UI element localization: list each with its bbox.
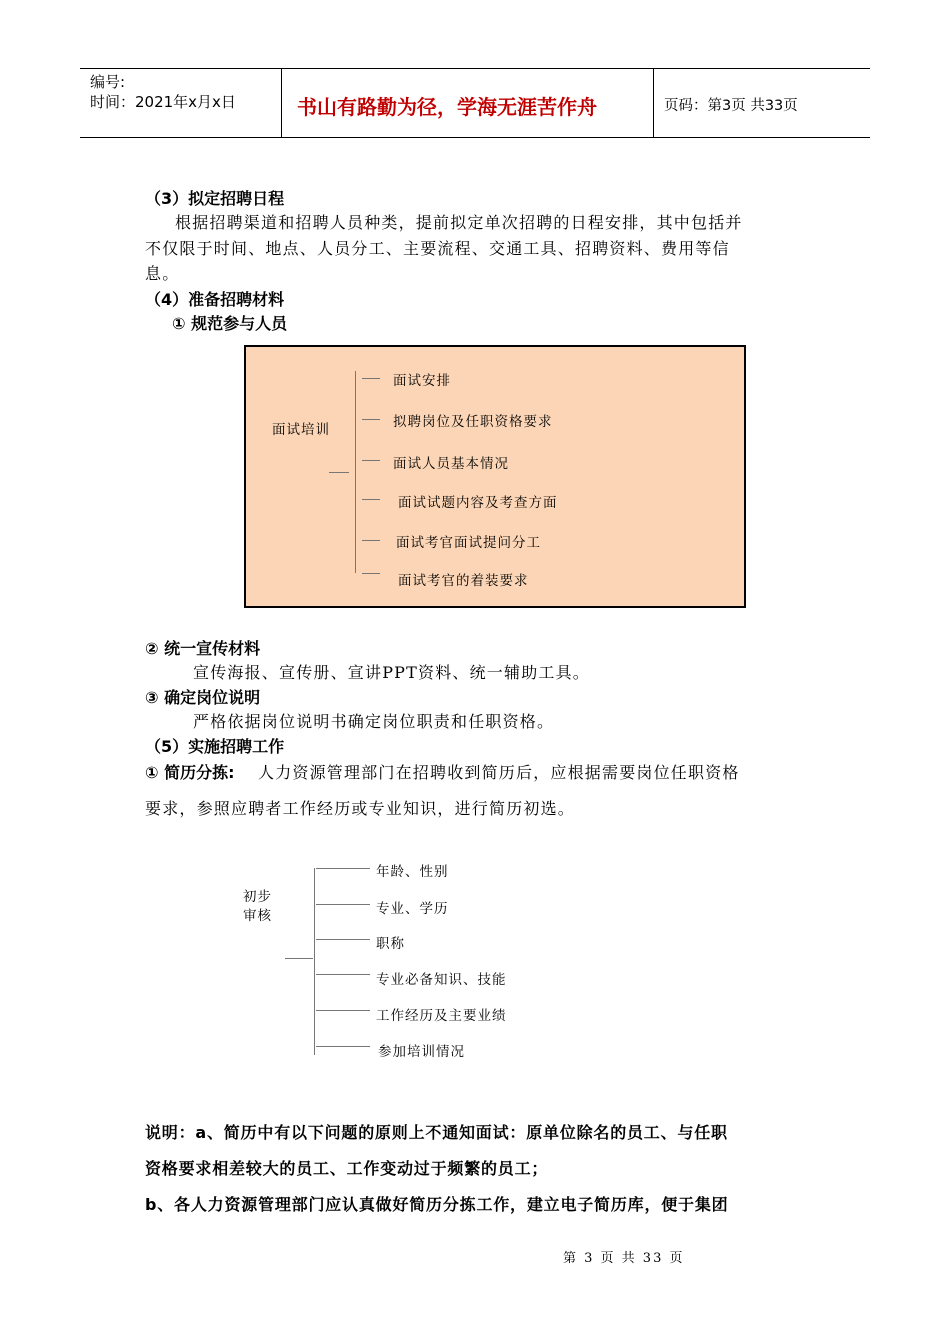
section3-paragraph: 根据招聘渠道和招聘人员种类，提前拟定单次招聘的日程安排，其中包括并 [175,213,743,232]
section5-heading: （5）实施招聘工作 [145,737,285,756]
diagram2-item: 职称 [376,936,405,952]
diagram1-item: 面试人员基本情况 [393,456,509,472]
header-divider [653,69,654,137]
header-motto: 书山有路勤为径，学海无涯苦作舟 [297,95,597,119]
connector-line [362,499,380,500]
section3-paragraph: 息。 [145,264,180,283]
section5-item1-text: 要求，参照应聘者工作经历或专业知识，进行简历初选。 [145,799,576,818]
diagram2-item: 专业、学历 [376,901,449,917]
connector-line [316,939,370,940]
connector-line [355,371,356,573]
section4-sub3-heading: ③ 确定岗位说明 [145,688,261,707]
diagram1-item: 面试试题内容及考查方面 [398,495,558,511]
connector-line [316,1046,370,1047]
diagram1-root: 面试培训 [272,422,330,438]
connector-line [285,958,313,959]
section4-sub1-heading: ① 规范参与人员 [172,314,288,333]
diagram2-root: 审核 [243,908,272,924]
connector-line [329,472,349,473]
section4-sub3-text: 严格依据岗位说明书确定岗位职责和任职资格。 [193,712,555,731]
connector-line [362,540,380,541]
page-footer: 第 3 页 共 33 页 [563,1251,685,1266]
diagram1-item: 面试安排 [393,373,451,389]
connector-line [316,904,370,905]
section3-heading: （3）拟定招聘日程 [145,189,285,208]
notes-line: b、各人力资源管理部门应认真做好简历分拣工作，建立电子简历库，便于集团 [145,1195,729,1214]
diagram2-root: 初步 [243,889,272,905]
notes-line: 资格要求相差较大的员工、工作变动过于频繁的员工； [145,1159,549,1178]
diagram2-item: 年龄、性别 [376,864,449,880]
diagram1-item: 拟聘岗位及任职资格要求 [393,414,553,430]
diagram2-item: 工作经历及主要业绩 [376,1008,507,1024]
section3-paragraph: 不仅限于时间、地点、人员分工、主要流程、交通工具、招聘资料、费用等信 [145,239,730,258]
connector-line [316,868,370,869]
header-page-info: 页码：第3页 共33页 [664,98,798,114]
doc-code-label: 编号: [90,73,126,91]
connector-line [362,419,380,420]
connector-line [362,378,380,379]
diagram2-item: 参加培训情况 [378,1044,465,1060]
section5-item1-text: 人力资源管理部门在招聘收到简历后，应根据需要岗位任职资格 [258,763,740,782]
diagram1-item: 面试考官的着装要求 [398,573,529,589]
connector-line [362,460,380,461]
connector-line [316,974,370,975]
section4-sub2-heading: ② 统一宣传材料 [145,639,261,658]
connector-line [314,868,315,1055]
connector-line [362,573,380,574]
header-divider [281,69,282,137]
section4-heading: （4）准备招聘材料 [145,290,285,309]
notes-line: 说明：a、简历中有以下问题的原则上不通知面试：原单位除名的员工、与任职 [145,1123,728,1142]
doc-time-label: 时间：2021年x月x日 [90,93,236,111]
diagram1-item: 面试考官面试提问分工 [396,535,541,551]
diagram2-item: 专业必备知识、技能 [376,972,507,988]
section5-item1-label: ① 简历分拣: [145,763,235,782]
section4-sub2-text: 宣传海报、宣传册、宣讲PPT资料、统一辅助工具。 [193,663,591,682]
connector-line [316,1010,370,1011]
